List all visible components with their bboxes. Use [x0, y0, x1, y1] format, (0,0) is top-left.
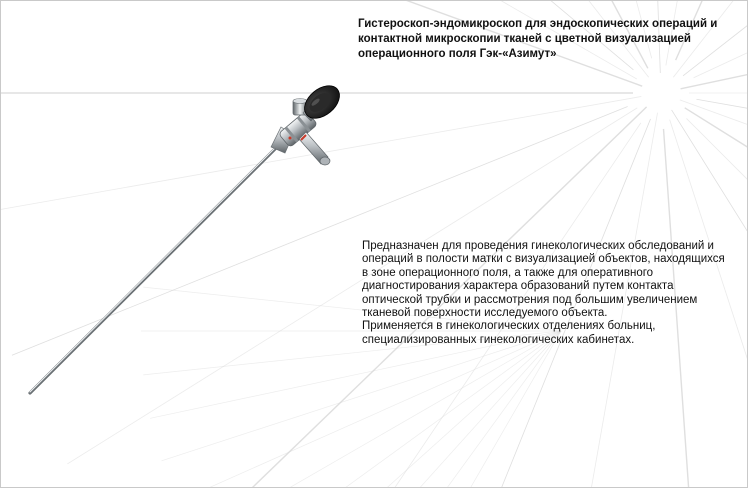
description-text: Предназначен для проведения гинекологических обследований и операций в полости матки с визуализацией объектов, находящихся в зоне операционного поля, а также для оперативного диагностирования характера образований путем контакта оптической трубки и рассмотрения под большим увеличением тканевой поверхности исследуемого объекта.: [362, 240, 725, 320]
description-block: [362, 240, 734, 347]
scope-shaft: [30, 141, 283, 393]
scope-side-port: [299, 132, 330, 165]
page-title: Гистероскоп-эндомикроскоп для эндоскопических операций и контактной микроскопии тканей с цветной визуализацией операционного поля Гэк-«Азимут»: [358, 18, 718, 60]
usage-text: Применяется в гинекологических отделениях больниц, специализированных гинекологических кабинетах.: [362, 320, 656, 346]
